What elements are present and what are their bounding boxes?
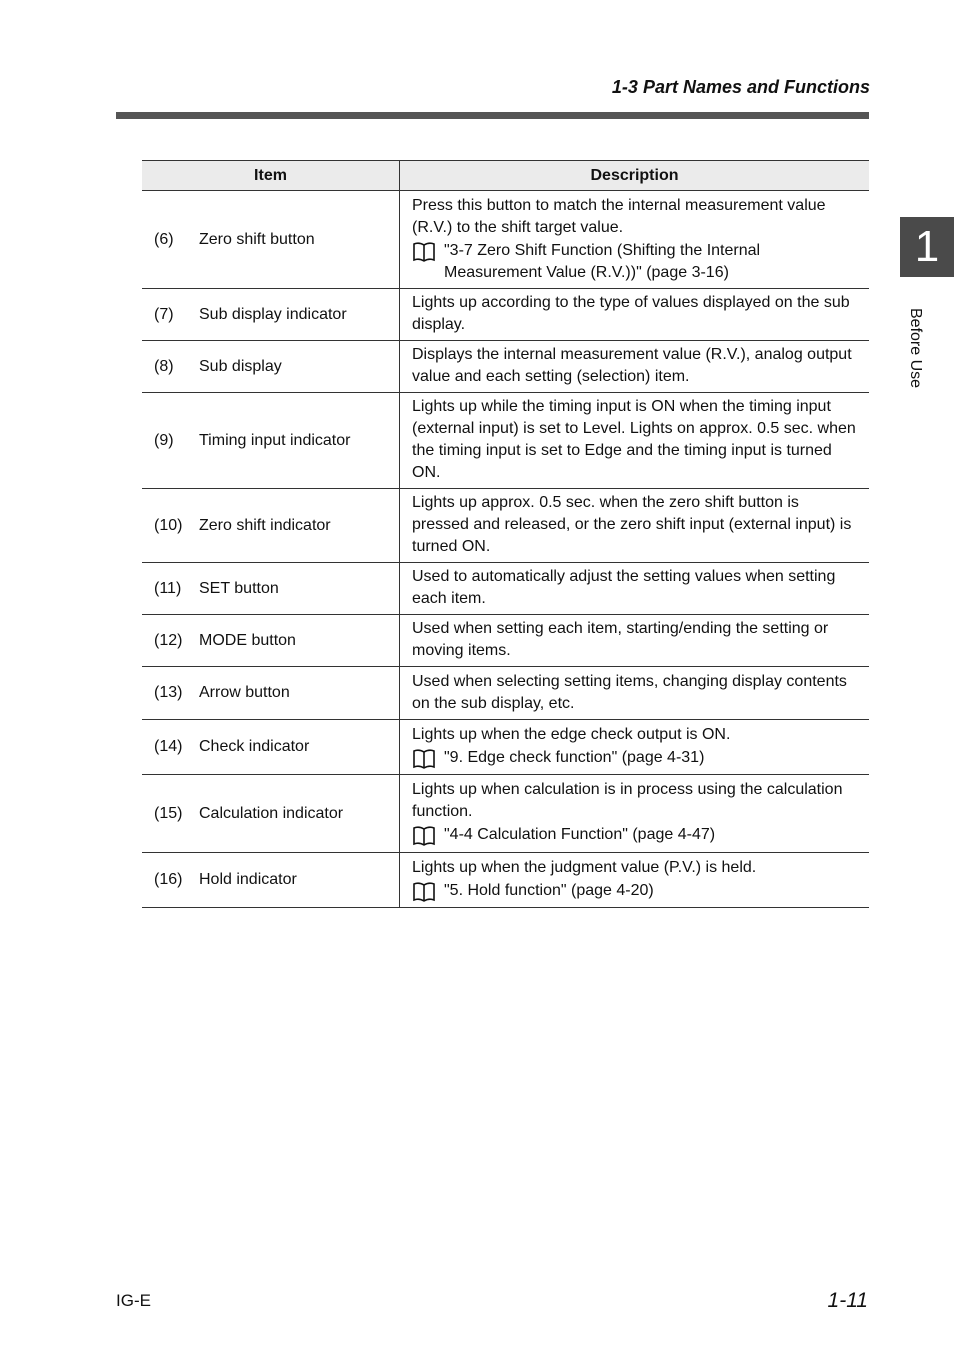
reference[interactable] <box>412 747 859 770</box>
item-name: SET button <box>199 579 279 597</box>
item-name: Sub display <box>199 357 282 375</box>
description-cell <box>400 393 870 489</box>
reference-link[interactable]: "9. Edge check function" (page 4-31) <box>444 748 705 766</box>
reference-link[interactable]: "5. Hold function" (page 4-20) <box>444 881 654 899</box>
item-cell <box>142 489 400 563</box>
item-name: Zero shift button <box>199 230 315 248</box>
table-row <box>142 775 869 853</box>
item-name: Timing input indicator <box>199 431 351 449</box>
book-reference-icon <box>412 881 436 903</box>
item-number: (7) <box>154 305 174 323</box>
description-cell <box>400 853 870 908</box>
item-number: (8) <box>154 357 174 375</box>
item-name: Hold indicator <box>199 871 297 888</box>
parts-table <box>142 160 869 908</box>
item-cell <box>142 341 400 393</box>
description-text: Used when selecting setting items, changing display contents on the sub display, etc. <box>412 672 847 712</box>
table-row <box>142 615 869 667</box>
item-cell <box>142 667 400 720</box>
item-number: (11) <box>154 579 182 597</box>
item-number: (10) <box>154 516 183 534</box>
item-number: (14) <box>154 738 183 755</box>
item-cell <box>142 853 400 908</box>
description-cell <box>400 341 870 393</box>
reference[interactable] <box>412 880 859 903</box>
item-name: Calculation indicator <box>199 804 344 822</box>
table-row <box>142 489 869 563</box>
description-cell <box>400 289 870 341</box>
reference-link[interactable]: "4-4 Calculation Function" (page 4-47) <box>444 826 716 843</box>
table-row <box>142 563 869 615</box>
reference[interactable] <box>412 824 859 847</box>
item-name: Arrow button <box>199 684 290 701</box>
table-row <box>142 720 869 775</box>
table-row <box>142 289 869 341</box>
book-reference-icon <box>412 748 436 770</box>
book-reference-icon <box>412 825 436 847</box>
description-cell <box>400 667 870 720</box>
item-number: (13) <box>154 684 183 701</box>
section-title: 1-3 Part Names and Functions <box>611 77 870 97</box>
chapter-tab[interactable]: 1 <box>900 217 954 277</box>
table-row <box>142 853 869 908</box>
description-cell <box>400 720 870 775</box>
column-header-description: Description <box>400 161 870 191</box>
item-number: (15) <box>154 804 183 822</box>
description-cell <box>400 563 870 615</box>
description-cell <box>400 775 870 853</box>
item-number: (9) <box>154 431 174 449</box>
description-text: Lights up approx. 0.5 sec. when the zero shift button is pressed and released, or the zero shift input (external input) is turned ON. <box>412 494 852 555</box>
item-cell <box>142 720 400 775</box>
item-number: (16) <box>154 871 183 888</box>
item-number: (12) <box>154 631 183 649</box>
table-header-row <box>142 161 869 191</box>
footer-doc-code: IG-E <box>116 1291 151 1310</box>
column-header-item: Item <box>142 161 400 191</box>
description-cell <box>400 191 870 289</box>
item-number: (6) <box>154 230 174 248</box>
book-reference-icon <box>412 241 436 263</box>
table-row <box>142 393 869 489</box>
item-name: Zero shift indicator <box>199 516 331 534</box>
chapter-label: Before Use <box>907 308 924 389</box>
reference[interactable] <box>412 240 859 284</box>
item-cell <box>142 191 400 289</box>
table-row <box>142 667 869 720</box>
description-cell <box>400 489 870 563</box>
item-cell <box>142 775 400 853</box>
table-row <box>142 341 869 393</box>
item-name: Sub display indicator <box>199 305 347 323</box>
description-text: Lights up according to the type of values displayed on the sub display. <box>412 294 850 333</box>
description-text: Press this button to match the internal measurement value (R.V.) to the shift target value. <box>412 196 826 236</box>
item-cell <box>142 615 400 667</box>
description-text: Used to automatically adjust the setting values when setting each item. <box>412 568 836 607</box>
header-rule <box>116 112 869 119</box>
item-name: Check indicator <box>199 738 310 755</box>
description-text: Lights up when the edge check output is ON. <box>412 725 731 743</box>
description-text: Lights up while the timing input is ON when the timing input (external input) is set to Level. Lights on approx. 0.5 sec. when the timing input is set to Edge and the timing input is turned ON. <box>412 398 856 481</box>
item-cell <box>142 289 400 341</box>
description-text: Used when setting each item, starting/ending the setting or moving items. <box>412 620 829 659</box>
item-name: MODE button <box>199 631 296 649</box>
description-text: Lights up when calculation is in process using the calculation function. <box>412 781 843 820</box>
table-row <box>142 191 869 289</box>
item-cell <box>142 563 400 615</box>
reference-link[interactable]: "3-7 Zero Shift Function (Shifting the Internal Measurement Value (R.V.))" (page 3-16) <box>444 241 761 281</box>
page-number: 1-11 <box>827 1289 868 1312</box>
description-text: Lights up when the judgment value (P.V.) is held. <box>412 858 757 876</box>
description-cell <box>400 615 870 667</box>
description-text: Displays the internal measurement value (R.V.), analog output value and each setting (selection) item. <box>412 346 852 385</box>
item-cell <box>142 393 400 489</box>
